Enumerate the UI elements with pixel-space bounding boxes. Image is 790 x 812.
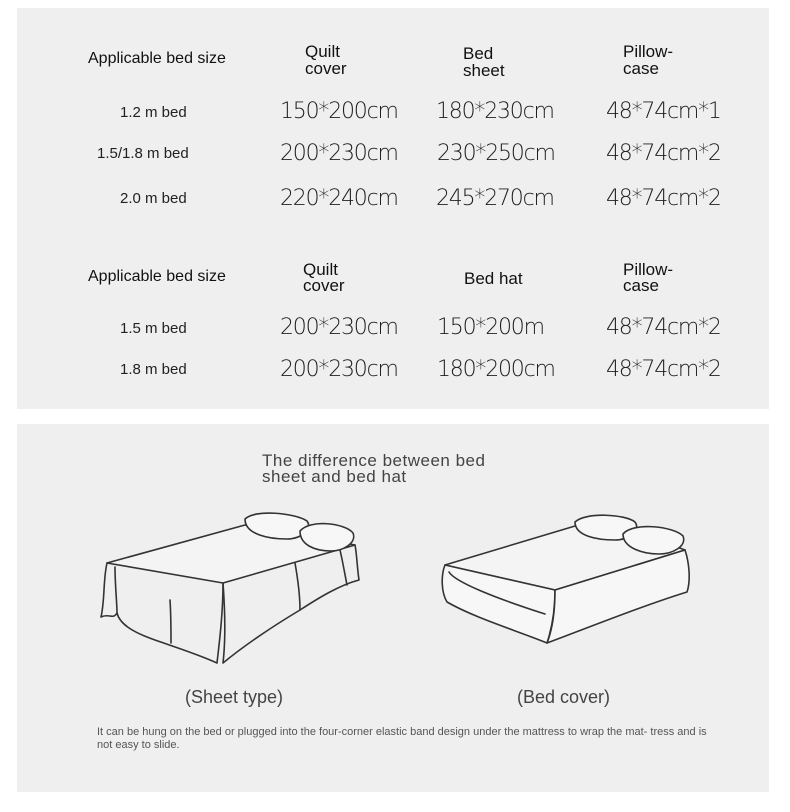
table2-header-size: Applicable bed size [88,268,226,285]
table2-header-pillow-line2: case [623,276,659,295]
sheet-type-caption: (Sheet type) [185,687,284,707]
table1-header-sheet-line2: sheet [463,61,505,80]
table1-row1-size: 1.2 m bed [120,104,187,121]
difference-note: It can be hung on the bed or plugged into the four-corner elastic band design under the mattress to wrap the mat- tress and is not easy to slide. [97,726,707,751]
table1-header-sheet-line1: Bed [463,44,494,63]
difference-title-line2: sheet and bed hat [262,467,407,486]
table1-row2-size: 1.5/1.8 m bed [97,145,189,162]
table1-row1-sheet: 180*230cm [436,99,554,124]
table1-header-pillow-line1: Pillow- [623,42,674,61]
table1-row3-size: 2.0 m bed [120,190,187,207]
table1-header-quilt-line1: Quilt [305,42,340,61]
table2-header-quilt-line1: Quilt [303,260,338,279]
table2-row1-quilt: 200*230cm [280,315,398,340]
table1-header-quilt-line2: cover [305,59,347,78]
table2-row1-size: 1.5 m bed [120,320,187,337]
table1-row2-quilt: 200*230cm [280,141,398,166]
table1-row1-pillow: 48*74cm*1 [606,99,721,124]
table2-row2-quilt: 200*230cm [280,357,398,382]
bed-sheet-illustration [95,505,375,670]
bed-cover-caption: (Bed cover) [517,687,611,707]
table2-row1-pillow: 48*74cm*2 [606,315,721,340]
table1-row3-sheet: 245*270cm [436,186,554,211]
table2-row2-hat: 180*200cm [437,357,555,382]
table1-row3-pillow: 48*74cm*2 [606,186,721,211]
table1-header-pillow-line2: case [623,59,659,78]
fitted-bed-cover-illustration [435,510,700,655]
table1-row2-sheet: 230*250cm [437,141,555,166]
table1-header-size: Applicable bed size [88,50,226,67]
table2-row2-size: 1.8 m bed [120,361,187,378]
table2-header-quilt-line2: cover [303,276,345,295]
table2-header-pillow-line1: Pillow- [623,260,674,279]
table1-row2-pillow: 48*74cm*2 [606,141,721,166]
table1-row1-quilt: 150*200cm [280,99,398,124]
difference-title-line1: The difference between bed [262,451,486,470]
table2-row2-pillow: 48*74cm*2 [606,357,721,382]
table1-row3-quilt: 220*240cm [280,186,398,211]
table2-row1-hat: 150*200m [437,315,544,340]
table2-header-bedhat: Bed hat [464,269,523,288]
